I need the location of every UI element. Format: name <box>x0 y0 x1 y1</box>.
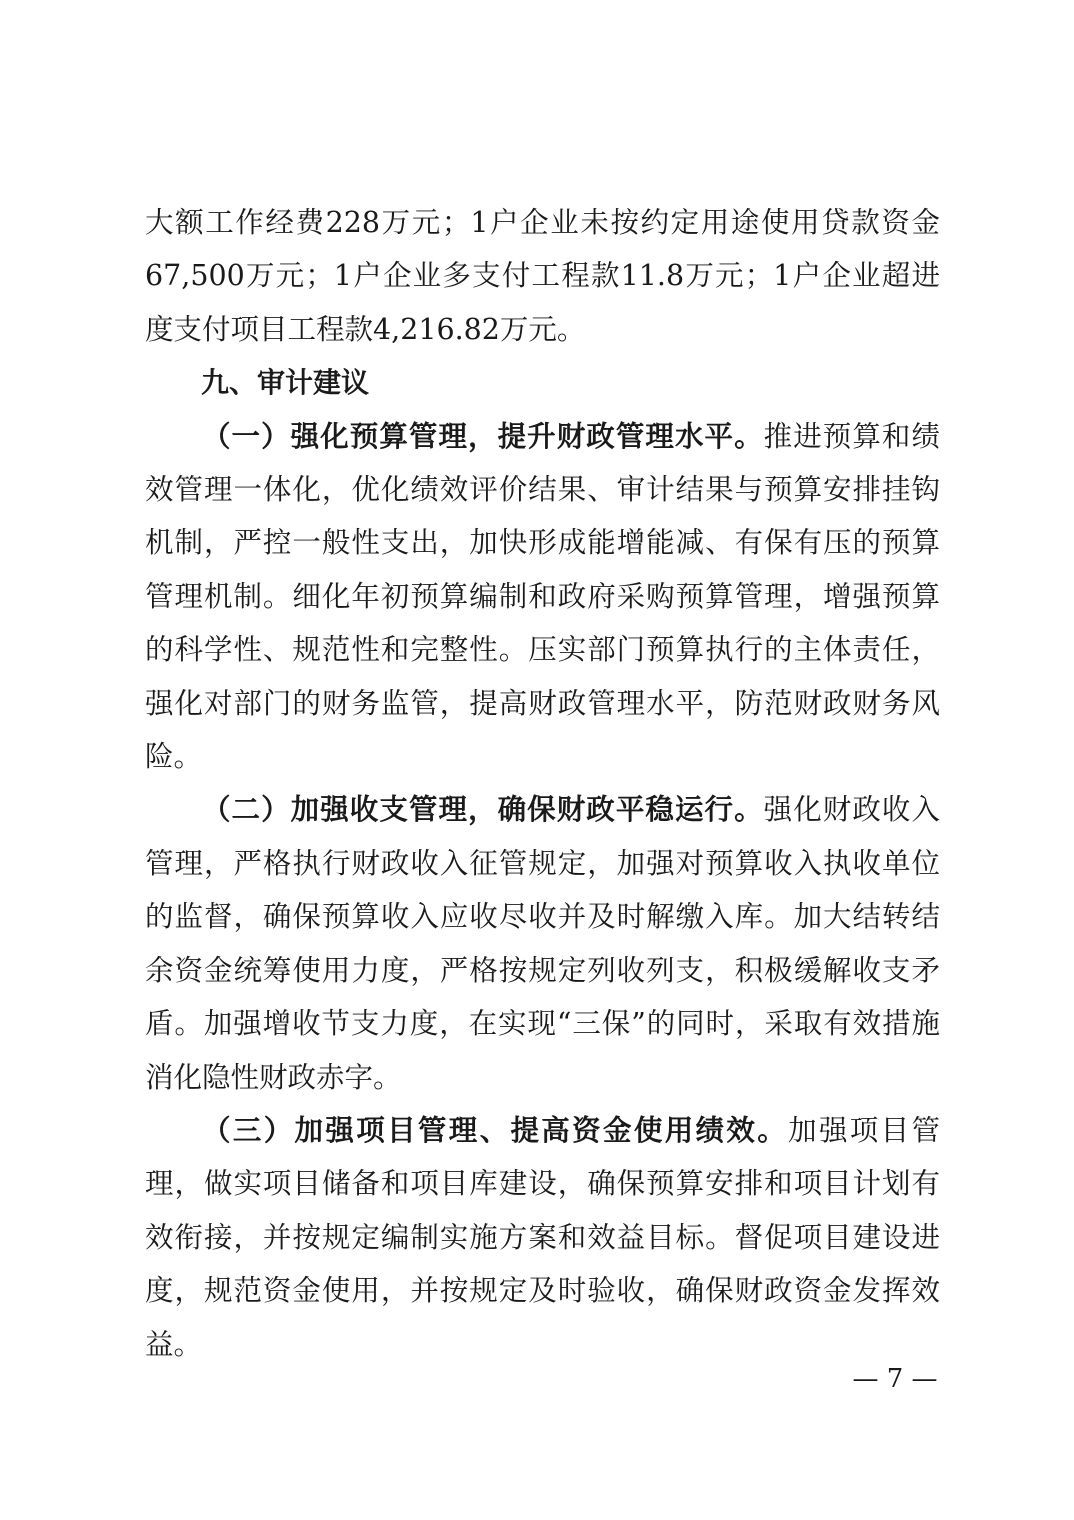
recommendation-body-2: 强化财政收入管理，严格执行财政收入征管规定，加强对预算收入执收单位的监督，确保预算收入应收尽收并及时解缴入库。加大结转结余资金统筹使用力度，严格按规定列收列支，积极缓解收支矛盾。加强增收节支力度，在实现“三保”的同时，采取有效措施消化隐性财政赤字。 <box>145 793 940 1094</box>
document-body <box>145 196 940 1371</box>
recommendation-title-1: （一）强化预算管理，提升财政管理水平。 <box>202 418 764 453</box>
page-number: — 7 — <box>852 1364 938 1394</box>
continuation-paragraph: 大额工作经费228万元；1户企业未按约定用途使用贷款资金67,500万元；1户企业多支付工程款11.8万元；1户企业超进度支付项目工程款4,216.82万元。 <box>145 206 940 346</box>
recommendation-paragraph-2 <box>145 783 940 1103</box>
recommendation-title-2: （二）加强收支管理，确保财政平稳运行。 <box>202 792 764 827</box>
recommendation-body-3: 加强项目管理，做实项目储备和项目库建设，确保预算安排和项目计划有效衔接，并按规定编制实施方案和效益目标。督促项目建设进度，规范资金使用，并按规定及时验收，确保财政资金发挥效益。 <box>145 1113 940 1361</box>
recommendation-paragraph-3 <box>145 1104 940 1371</box>
recommendation-paragraph-1 <box>145 410 940 784</box>
section-heading: 九、审计建议 <box>201 366 370 400</box>
recommendation-body-1: 推进预算和绩效管理一体化，优化绩效评价结果、审计结果与预算安排挂钩机制，严控一般性支出，加快形成能增能减、有保有压的预算管理机制。细化年初预算编制和政府采购预算管理，增强预算的科学性、规范性和完整性。压实部门预算执行的主体责任，强化对部门的财务监管，提高财政管理水平，防范财政财务风险。 <box>145 419 940 774</box>
recommendation-title-3: （三）加强项目管理、提高资金使用绩效。 <box>202 1112 789 1147</box>
